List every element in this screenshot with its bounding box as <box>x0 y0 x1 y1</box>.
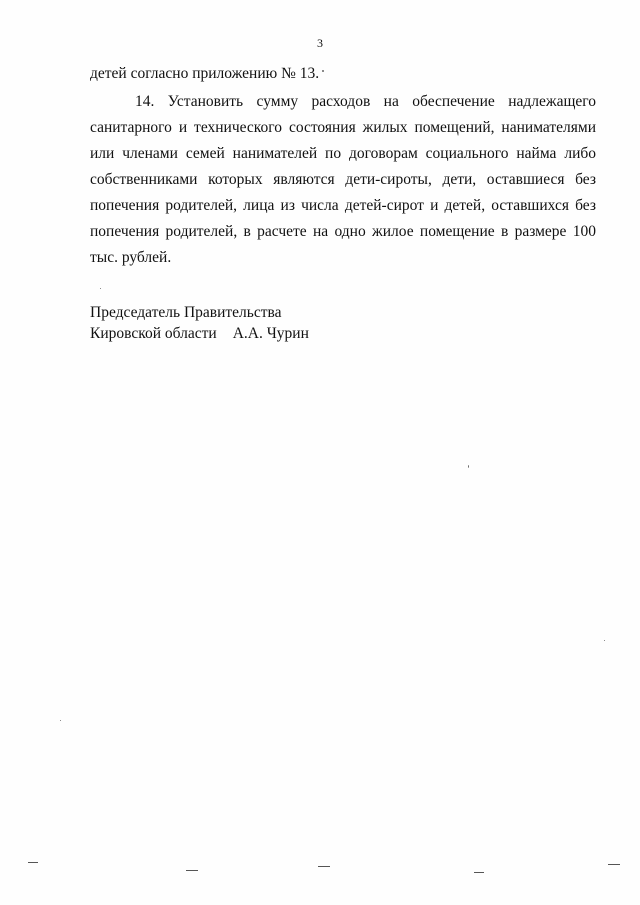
scan-speck <box>604 640 605 641</box>
signature-title-line1: Председатель Правительства <box>90 304 282 321</box>
scan-dash <box>318 866 330 867</box>
scan-speck <box>60 720 61 721</box>
signature-title-line2-row <box>90 323 309 344</box>
signature-block <box>90 302 309 344</box>
page-number: 3 <box>317 36 323 50</box>
signature-title-line2: Кировской области <box>90 325 217 342</box>
scan-dash <box>28 862 38 863</box>
signature-name: А.А. Чурин <box>232 325 309 342</box>
scan-dash <box>474 872 484 873</box>
scan-speck <box>100 288 101 289</box>
scan-speck <box>322 70 324 72</box>
paragraph-14: 14. Установить сумму расходов на обеспечение надлежащего санитарного и технического состояния жилых помещений, нанимателями или членами семей нанимателей по договорам социального найма либо собственниками которых являются дети-сироты, дети, оставшиеся без попечения родителей, лица из числа детей-сирот и детей, оставшихся без попечения родителей, в расчете на одно жилое помещение в размере 100 тыс. рублей. <box>90 93 596 266</box>
scan-speck <box>468 465 469 468</box>
paragraph-continuation: детей согласно приложению № 13. <box>90 65 320 82</box>
scan-dash <box>608 864 620 865</box>
scan-dash <box>186 870 198 871</box>
